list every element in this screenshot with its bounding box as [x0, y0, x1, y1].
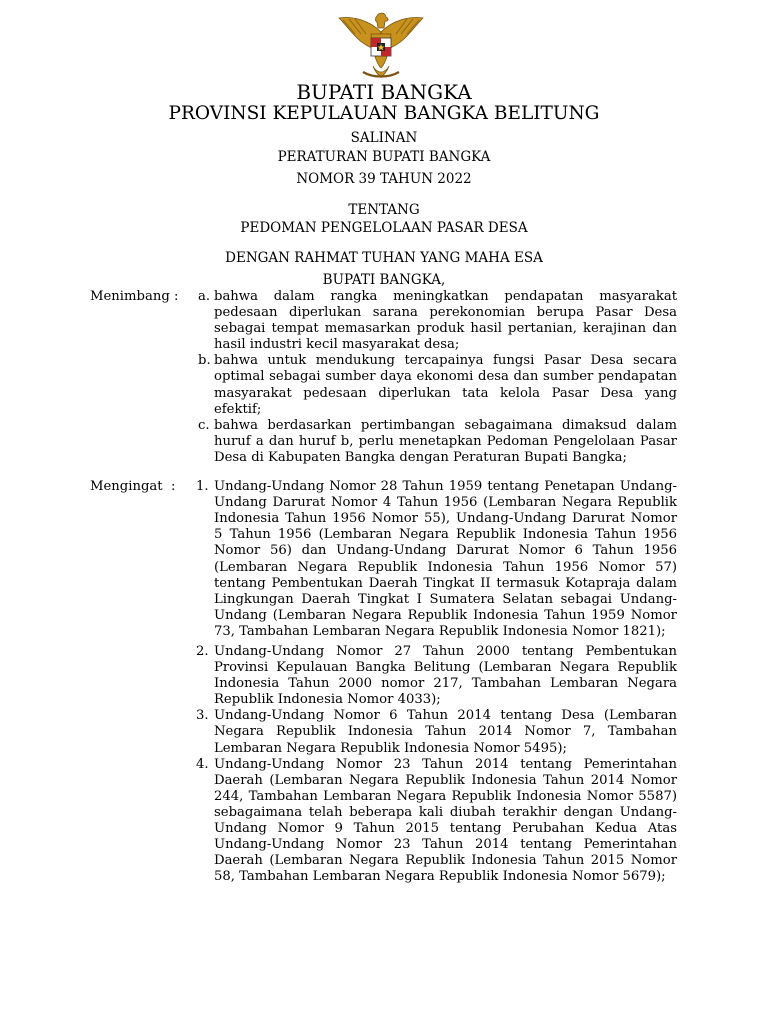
item-number: a.	[198, 289, 211, 304]
blessing-line: DENGAN RAHMAT TUHAN YANG MAHA ESA	[225, 250, 543, 266]
item-text: bahwa dalam rangka meningkatkan pendapatan masyarakat pedesaan diperlukan sarana perekonomian berupa Pasar Desa sebagai tempat memasarkan produk hasil pertanian, kerajinan dan hasil industri kecil masyarakat desa;	[214, 289, 677, 353]
item-text: Undang-Undang Nomor 23 Tahun 2014 tentang Pemerintahan Daerah (Lembaran Negara Republik Indonesia Tahun 2014 Nomor 244, Tambahan Lembaran Negara Republik Indonesia Nomor 5587) sebagaimana telah beberapa kali diubah terakhir dengan Undang-Undang Nomor 9 Tahun 2015 tentang Perubahan Kedua Atas Undang-Undang Nomor 23 Tahun 2014 tentang Pemerintahan Daerah (Lembaran Negara Republik Indonesia Tahun 2015 Nomor 58, Tambahan Lembaran Negara Republik Indonesia Nomor 5679);	[214, 756, 677, 885]
item-number: 4.	[196, 756, 209, 772]
item-number: 1.	[196, 479, 209, 495]
list-item	[0, 757, 768, 886]
item-text: bahwa untuk mendukung tercapainya fungsi Pasar Desa secara optimal sebagai sumber daya ekonomi desa dan sumber pendapatan masyarakat pedesaan diperlukan tata kelola Pasar Desa yang efektif;	[214, 353, 677, 417]
document-body	[0, 289, 768, 885]
regulation-subject: PEDOMAN PENGELOLAAN PASAR DESA	[240, 220, 528, 236]
item-text: Undang-Undang Nomor 6 Tahun 2014 tentang Desa (Lembaran Negara Republik Indonesia Tahun 2014 Nomor 7, Tambahan Lembaran Negara Republik Indonesia Nomor 5495);	[214, 708, 677, 756]
item-number: b.	[198, 353, 211, 369]
section-label-menimbang: Menimbang :	[90, 289, 179, 304]
item-number: c.	[198, 417, 210, 433]
list-item	[0, 289, 768, 353]
regulation-number: NOMOR 39 TAHUN 2022	[296, 171, 472, 187]
regent-title: BUPATI BANGKA	[296, 80, 472, 104]
copy-label: SALINAN	[350, 130, 418, 146]
garuda-emblem-icon	[333, 10, 429, 82]
section-label-mengingat: Mengingat :	[90, 479, 176, 495]
issuer-line: BUPATI BANGKA,	[322, 272, 446, 288]
mengingat-section	[0, 479, 768, 885]
province-name: PROVINSI KEPULAUAN BANGKA BELITUNG	[168, 103, 600, 124]
item-text: bahwa berdasarkan pertimbangan sebagaimana dimaksud dalam huruf a dan huruf b, perlu menetapkan Pedoman Pengelolaan Pasar Desa di Kabupaten Bangka dengan Peraturan Bupati Bangka;	[214, 417, 677, 465]
item-text: Undang-Undang Nomor 27 Tahun 2000 tentang Pembentukan Provinsi Kepulauan Bangka Belitung (Lembaran Negara Republik Indonesia Tahun 2000 nomor 217, Tambahan Lembaran Negara Republik Indonesia Nomor 4033);	[214, 643, 677, 708]
list-item	[0, 353, 768, 417]
regulation-name: PERATURAN BUPATI BANGKA	[277, 149, 491, 165]
item-number: 2.	[196, 643, 209, 659]
list-item	[0, 644, 768, 708]
about-label: TENTANG	[348, 202, 420, 218]
item-number: 3.	[196, 708, 209, 724]
list-item	[0, 708, 768, 756]
item-text: Undang-Undang Nomor 28 Tahun 1959 tentang Penetapan Undang-Undang Darurat Nomor 4 Tahun 1956 (Lembaran Negara Republik Indonesia Tahun 1956 Nomor 55), Undang-Undang Darurat Nomor 5 Tahun 1956 (Lembaran Negara Republik Indonesia Tahun 1956 Nomor 56) dan Undang-Undang Darurat Nomor 6 Tahun 1956 (Lembaran Negara Republik Indonesia Tahun 1956 Nomor 57) tentang Pembentukan Daerah Tingkat II termasuk Kotapraja dalam Lingkungan Daerah Tingkat I Sumatera Selatan sebagai Undang-Undang (Lembaran Negara Republik Indonesia Tahun 1959 Nomor 73, Tambahan Lembaran Negara Republik Indonesia Nomor 1821);	[214, 479, 677, 639]
list-item	[0, 479, 768, 640]
list-item	[0, 418, 768, 466]
menimbang-section	[0, 289, 768, 466]
